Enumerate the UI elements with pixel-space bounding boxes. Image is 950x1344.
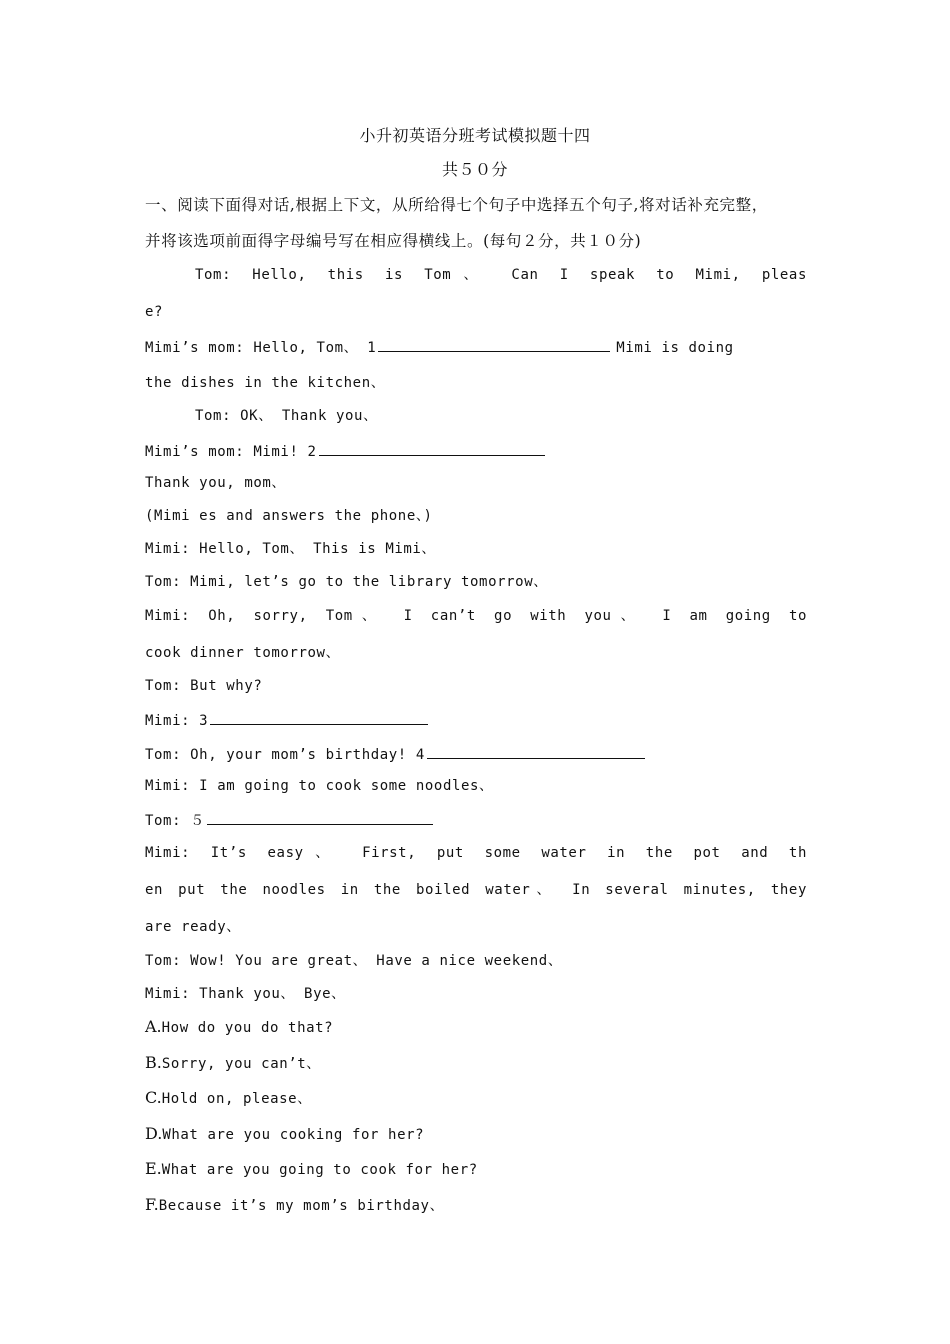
option-text: Hold on, please、 [161, 1091, 312, 1107]
section-instruction-line2: 并将该选项前面得字母编号写在相应得横线上。(每句２分，共１０分) [145, 232, 642, 250]
option-item [145, 1124, 424, 1145]
dialogue-line [145, 809, 439, 831]
dialogue-line: (Mimi es and answers the phone、) [145, 508, 433, 524]
dialogue-line [145, 709, 434, 731]
option-item [145, 1088, 312, 1109]
option-text: How do you do that? [161, 1020, 334, 1036]
dialogue-text: Mimi is doing [616, 340, 734, 356]
option-letter: B. [145, 1053, 162, 1072]
option-letter: F. [145, 1195, 159, 1214]
dialogue-line: Mimi: It’s easy、 First, put some water in the pot and th [145, 845, 807, 861]
option-letter: E. [145, 1159, 162, 1178]
page-title: 小升初英语分班考试模拟题十四 [359, 126, 591, 145]
dialogue-line: Tom: Hello, this is Tom、 Can I speak to Mimi, pleas [195, 267, 807, 283]
dialogue-line: e? [145, 304, 164, 320]
total-score: 共５０分 [441, 160, 508, 179]
dialogue-line: Tom: Wow! You are great、 Have a nice weekend、 [145, 953, 563, 969]
option-item [145, 1053, 321, 1074]
option-letter: D. [145, 1124, 163, 1143]
dialogue-line: Thank you, mom、 [145, 475, 287, 491]
answer-blank-5[interactable] [207, 809, 433, 825]
dialogue-line: are ready、 [145, 919, 241, 935]
dialogue-line: Mimi: Hello, Tom、 This is Mimi、 [145, 541, 437, 557]
dialogue-line: the dishes in the kitchen、 [145, 375, 386, 391]
dialogue-line [145, 743, 651, 765]
dialogue-text: Tom: Oh, your mom’s birthday! 4 [145, 747, 425, 763]
section-instruction-line1: 一、阅读下面得对话,根据上下文，从所给得七个句子中选择五个句子,将对话补充完整， [145, 196, 768, 214]
option-text: Because it’s my mom’s birthday、 [158, 1198, 445, 1214]
dialogue-line: Tom: OK、 Thank you、 [195, 408, 378, 424]
option-item [145, 1017, 333, 1038]
option-text: What are you going to cook for her? [161, 1162, 478, 1178]
answer-blank-1[interactable] [378, 336, 610, 352]
dialogue-line: Tom: Mimi, let’s go to the library tomorrow、 [145, 574, 548, 590]
dialogue-text: Mimi: 3 [145, 713, 209, 729]
option-text: What are you cooking for her? [162, 1127, 425, 1143]
option-letter: C. [145, 1088, 162, 1107]
dialogue-text: Mimi’s mom: Hello, Tom、 1 [145, 340, 377, 356]
dialogue-line [145, 440, 551, 462]
answer-blank-2[interactable] [319, 440, 545, 456]
dialogue-line: cook dinner tomorrow、 [145, 645, 341, 661]
dialogue-text: Tom: ５ [145, 813, 205, 829]
dialogue-line: Mimi: Oh, sorry, Tom、 I can’t go with you、 I am going to [145, 608, 807, 624]
dialogue-line: en put the noodles in the boiled water、 In several minutes, they [145, 882, 807, 898]
dialogue-line: Tom: But why? [145, 678, 263, 694]
answer-blank-4[interactable] [427, 743, 645, 759]
dialogue-text: Mimi’s mom: Mimi! 2 [145, 444, 317, 460]
dialogue-line [145, 336, 734, 358]
dialogue-line: Mimi: I am going to cook some noodles、 [145, 778, 494, 794]
option-text: Sorry, you can’t、 [161, 1056, 321, 1072]
dialogue-line: Mimi: Thank you、 Bye、 [145, 986, 346, 1002]
option-item [145, 1195, 444, 1216]
answer-blank-3[interactable] [210, 709, 428, 725]
option-letter: A. [145, 1017, 162, 1036]
option-item [145, 1159, 478, 1180]
